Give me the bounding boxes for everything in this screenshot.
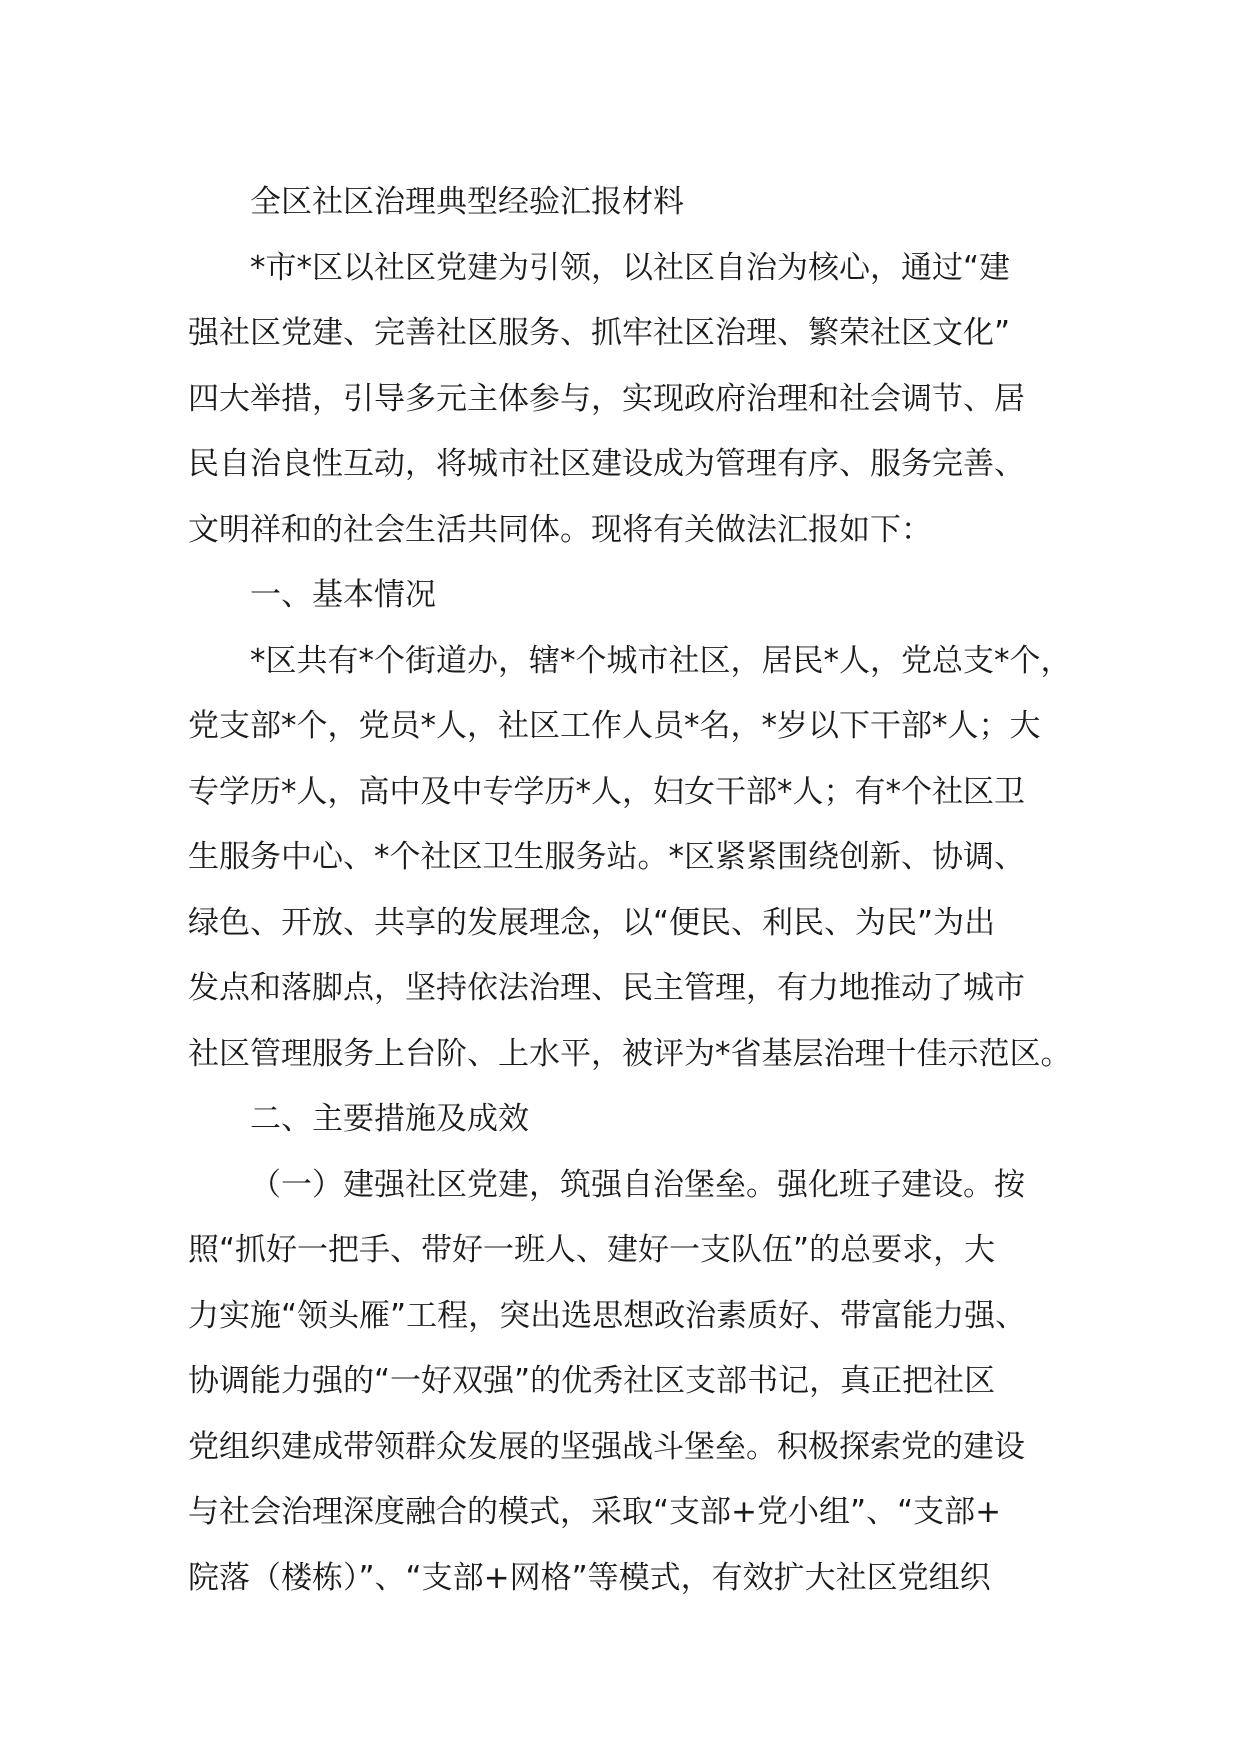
paragraph-line: 四大举措，引导多元主体参与，实现政府治理和社会调节、居 [188, 380, 1025, 417]
paragraph-line: 发点和落脚点，坚持依法治理、民主管理，有力地推动了城市 [188, 970, 1025, 1006]
paragraph-line: 党组织建成带领群众发展的坚强战斗堡垒。积极探索党的建设 [188, 1428, 1025, 1465]
paragraph-line: 力实施“领头雁”工程，突出选思想政治素质好、带富能力强、 [188, 1297, 1027, 1334]
paragraph-line: 党支部*个，党员*人，社区工作人员*名，*岁以下干部*人；大 [188, 708, 1041, 744]
paragraph-line: 院落（楼栋）”、“支部+网格”等模式，有效扩大社区党组织 [188, 1559, 991, 1596]
paragraph-line: 与社会治理深度融合的模式，采取“支部+党小组”、“支部+ [188, 1494, 1002, 1530]
section-heading: 一、基本情况 [250, 577, 436, 613]
document-body [188, 170, 1072, 1611]
paragraph-line: *区共有*个街道办，辖*个城市社区，居民*人，党总支*个， [250, 642, 1072, 679]
paragraph-line: *市*区以社区党建为引领，以社区自治为核心，通过“建 [250, 249, 1011, 286]
paragraph-line: 协调能力强的“一好双强”的优秀社区支部书记，真正把社区 [188, 1363, 996, 1399]
paragraph-line: 社区管理服务上台阶、上水平，被评为*省基层治理十佳示范区。 [188, 1035, 1072, 1072]
paragraph-line: （一）建强社区党建，筑强自治堡垒。强化班子建设。按 [250, 1166, 1025, 1203]
paragraph-line: 生服务中心、*个社区卫生服务站。*区紧紧围绕创新、协调、 [188, 839, 1025, 875]
paragraph-line: 强社区党建、完善社区服务、抓牢社区治理、繁荣社区文化” [188, 315, 1011, 351]
paragraph-line: 民自治良性互动，将城市社区建设成为管理有序、服务完善、 [188, 446, 1025, 482]
paragraph-line: 绿色、开放、共享的发展理念，以“便民、利民、为民”为出 [188, 904, 996, 941]
paragraph-line: 照“抓好一把手、带好一班人、建好一支队伍”的总要求，大 [188, 1232, 996, 1268]
document-title: 全区社区治理典型经验汇报材料 [250, 184, 684, 220]
paragraph-line: 文明祥和的社会生活共同体。现将有关做法汇报如下： [188, 511, 932, 548]
paragraph-line: 专学历*人，高中及中专学历*人，妇女干部*人；有*个社区卫 [188, 773, 1025, 810]
section-heading: 二、主要措施及成效 [250, 1101, 529, 1137]
